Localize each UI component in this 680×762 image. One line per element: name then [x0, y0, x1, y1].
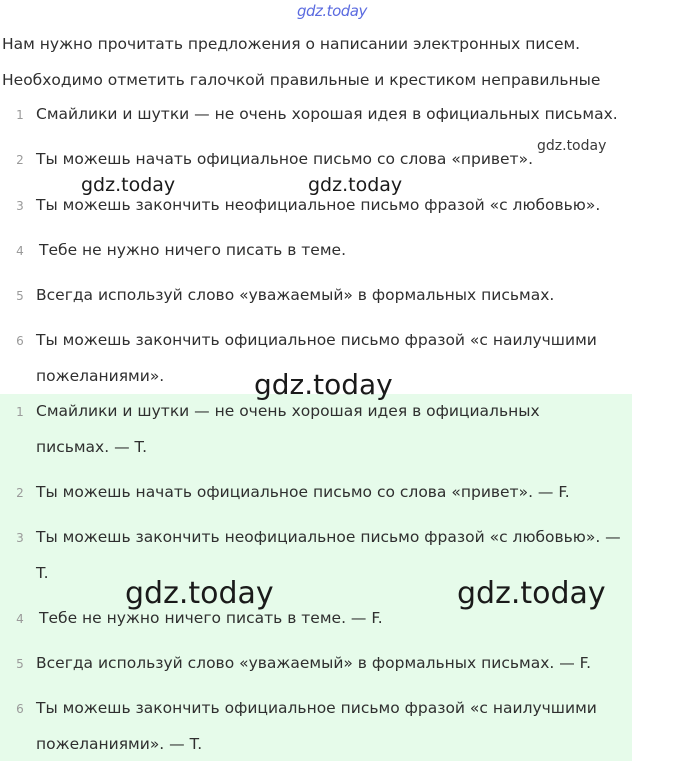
watermark: gdz.today — [308, 174, 403, 196]
list-number: 6 — [16, 702, 24, 716]
list-number: 5 — [16, 657, 24, 671]
watermark: gdz.today — [254, 368, 393, 401]
instruction-line: Необходимо отметить галочкой правильные и крестиком неправильные — [2, 71, 601, 89]
answer-text: Тебе не нужно ничего писать в теме. — F. — [39, 609, 383, 627]
statement-text: Ты можешь закончить неофициальное письмо фразой «с любовью». — [36, 196, 601, 214]
list-number: 6 — [16, 334, 24, 348]
list-number: 1 — [16, 108, 24, 122]
list-number: 3 — [16, 199, 24, 213]
list-number: 2 — [16, 486, 24, 500]
statement-text: Тебе не нужно ничего писать в теме. — [39, 241, 346, 259]
statement-text: Ты можешь начать официальное письмо со слова «привет». — [36, 150, 533, 168]
watermark: gdz.today — [125, 576, 274, 611]
statement-text: Смайлики и шутки — не очень хорошая идея в официальных письмах. — [36, 105, 618, 123]
list-number: 2 — [16, 153, 24, 167]
list-number: 5 — [16, 289, 24, 303]
watermark: gdz.today — [537, 138, 607, 154]
statement-text: Всегда используй слово «уважаемый» в формальных письмах. — [36, 286, 555, 304]
answer-text: Ты можешь закончить официальное письмо фразой «с наилучшими пожеланиями». — T. — [36, 699, 597, 753]
list-number: 1 — [16, 405, 24, 419]
site-logo[interactable]: gdz.today — [297, 2, 367, 20]
list-number: 4 — [16, 244, 24, 258]
answer-text: Ты можешь начать официальное письмо со слова «привет». — F. — [36, 483, 570, 501]
statement-text: Ты можешь закончить официальное письмо фразой «с наилучшими пожеланиями». — [36, 331, 597, 385]
watermark: gdz.today — [457, 576, 606, 611]
list-number: 3 — [16, 531, 24, 545]
instruction-line: Нам нужно прочитать предложения о написании электронных писем. — [2, 35, 581, 53]
watermark: gdz.today — [81, 174, 176, 196]
list-number: 4 — [16, 612, 24, 626]
answer-text: Всегда используй слово «уважаемый» в формальных письмах. — F. — [36, 654, 592, 672]
answer-text: Смайлики и шутки — не очень хорошая идея в официальных письмах. — T. — [36, 402, 540, 456]
answer-text: Ты можешь закончить неофициальное письмо фразой «с любовью». — T. — [36, 528, 621, 582]
